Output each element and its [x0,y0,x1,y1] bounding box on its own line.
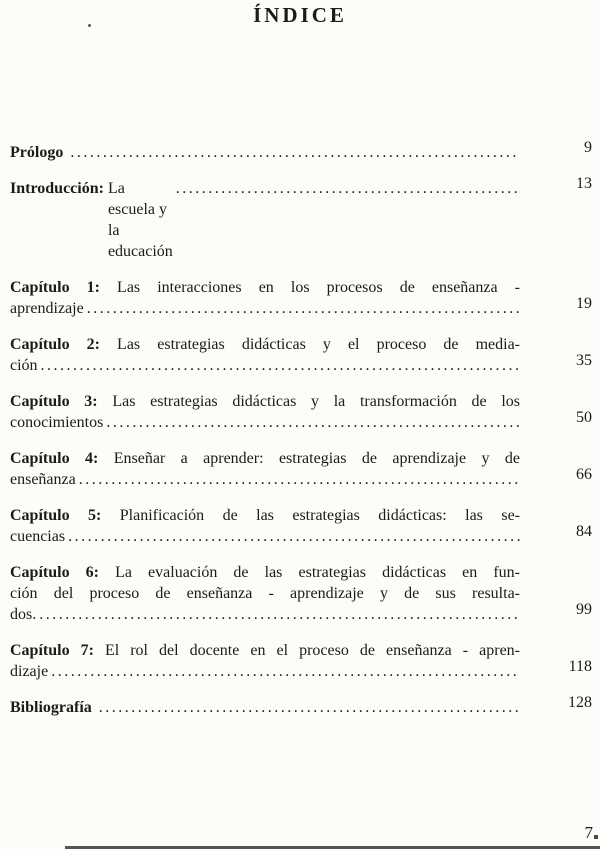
scan-speck-artifact [594,835,598,839]
toc-entry-capitulo-5 [10,505,592,547]
toc-entry-capitulo-4 [10,448,592,490]
toc-entry-prologo [10,139,592,163]
entry-label: Capítulo 7: [10,642,94,659]
entry-text: ción del proceso de enseñanza - aprendizaje y de sus resulta- [10,585,520,602]
entry-label: Prólogo [10,144,64,161]
page-title: ÍNDICE [253,3,347,27]
entry-label: Capítulo 3: [10,393,98,410]
leader-dots [173,178,520,199]
entry-page-number: 19 [576,295,592,312]
entry-label: Bibliografía [10,699,92,716]
entry-text: La escuela y la educación [107,180,173,260]
entry-text: cuencias [10,528,66,545]
toc-entry-capitulo-3 [10,391,592,433]
entry-text: dizaje [10,663,49,680]
toc-entry-capitulo-2 [10,334,592,376]
entry-text: enseñanza [10,471,76,488]
entry-label: Capítulo 4: [10,450,99,467]
entry-text: Las estrategias didácticas y el proceso de media- [99,336,521,353]
scan-dot-artifact [88,24,91,27]
leader-dots [67,142,520,163]
entry-page-number: 13 [576,175,592,192]
entry-text: Las interacciones en los procesos de enseñanza - [99,279,521,296]
entry-label: Capítulo 2: [10,336,100,353]
entry-page-number: 128 [568,694,592,711]
leader-dots [84,298,520,319]
toc-entry-bibliografia [10,694,592,718]
entry-text: El rol del docente en el proceso de enseñanza - apren- [93,642,520,659]
entry-text: conocimientos [10,414,104,431]
entry-page-number: 118 [568,658,592,675]
entry-text: aprendizaje [10,300,84,317]
entry-page-number: 84 [576,523,592,540]
table-of-contents [10,139,592,718]
entry-text: ción [10,357,38,374]
entry-text: dos. [10,606,37,623]
toc-entry-capitulo-7 [10,640,592,682]
leader-dots [76,469,520,490]
entry-page-number: 66 [576,466,592,483]
entry-text: La evaluación de las estrategias didácticas en fun- [99,564,521,581]
leader-dots [36,604,520,625]
entry-label: Capítulo 1: [10,279,100,296]
toc-entry-capitulo-1 [10,277,592,319]
entry-text: Planificación de las estrategias didácticas: las se- [101,507,520,524]
leader-dots [38,355,520,376]
entry-page-number: 35 [576,352,592,369]
leader-dots [65,526,520,547]
toc-entry-capitulo-6 [10,562,592,625]
leader-dots [96,697,520,718]
entry-page-number: 99 [576,601,592,618]
leader-dots [103,412,520,433]
entry-page-number: 9 [584,139,592,156]
entry-label: Introducción: [10,180,104,197]
entry-label: Capítulo 5: [10,507,102,524]
entry-page-number: 50 [576,409,592,426]
entry-text: Enseñar a aprender: estrategias de aprendizaje y de [98,450,520,467]
entry-label: Capítulo 6: [10,564,99,581]
entry-text: Las estrategias didácticas y la transformación de los [97,393,520,410]
leader-dots [48,661,520,682]
toc-entry-introduccion [10,175,592,262]
page-folio-number: 7 [584,823,593,842]
